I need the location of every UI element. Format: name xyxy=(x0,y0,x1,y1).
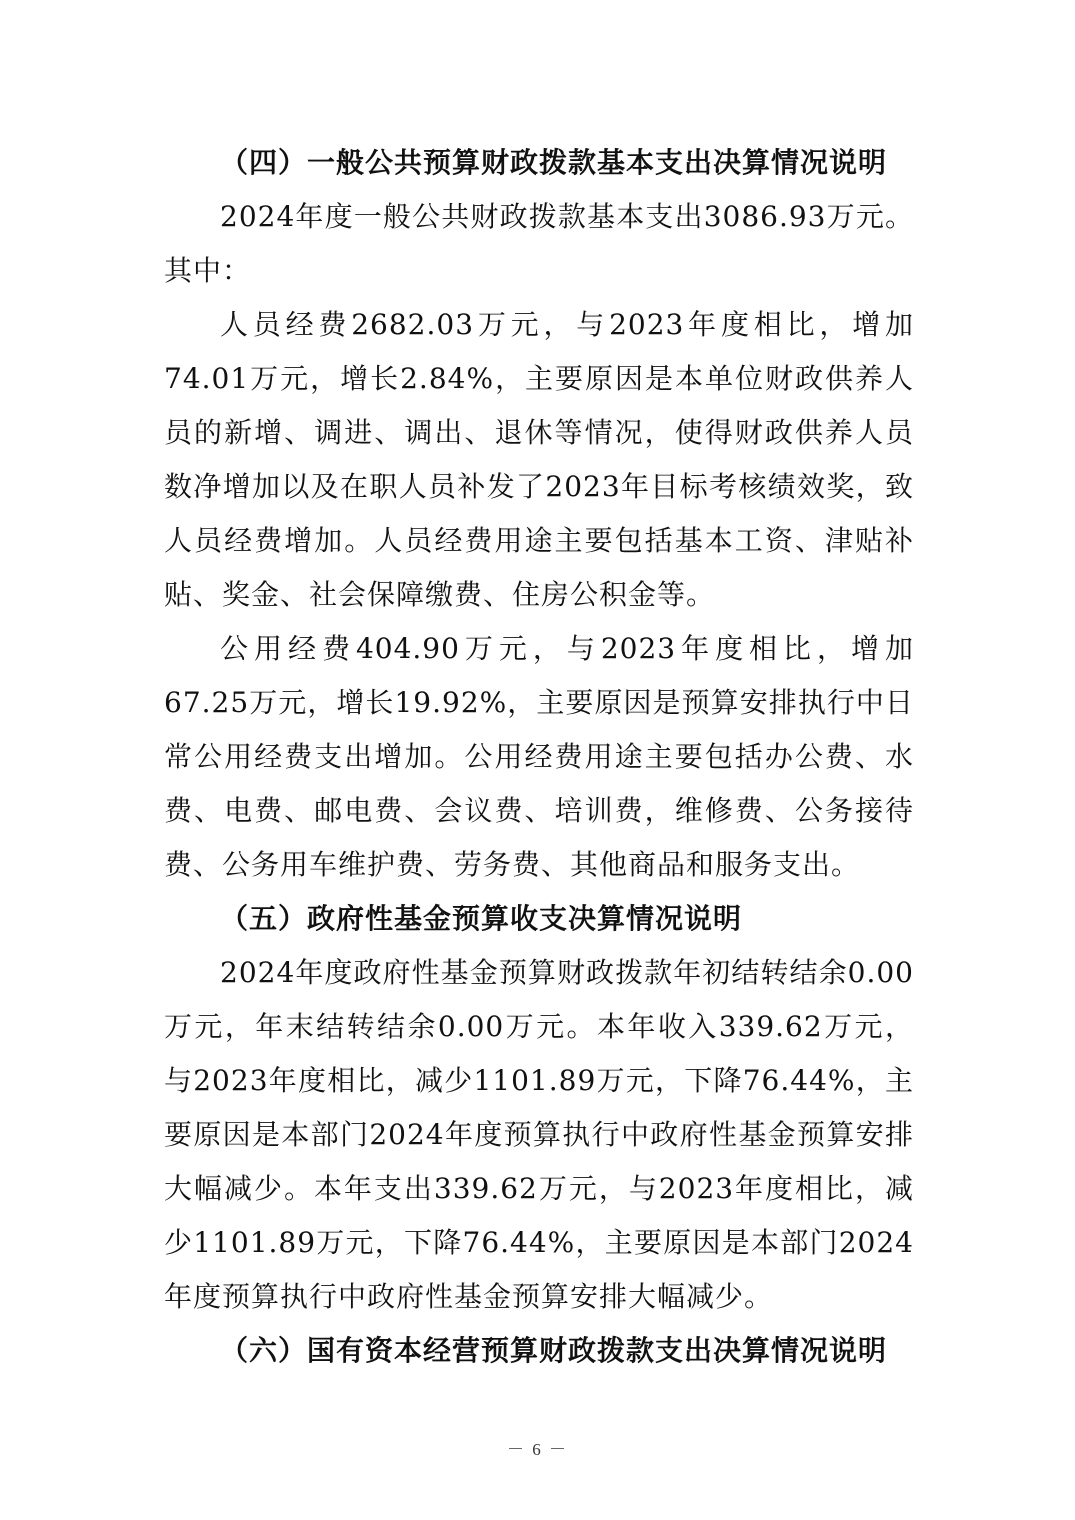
section-4-paragraph-2: 人员经费2682.03万元，与2023年度相比，增加74.01万元，增长2.84%，主要原因是本单位财政供养人员的新增、调进、调出、退休等情况，使得财政供养人员数净增加以及在职人员补发了2023年目标考核绩效奖，致人员经费增加。人员经费用途主要包括基本工资、津贴补贴、奖金、社会保障缴费、住房公积金等。 xyxy=(164,308,914,611)
section-5-paragraph-1: 2024年度政府性基金预算财政拨款年初结转结余0.00万元，年末结转结余0.00万元。本年收入339.62万元，与2023年度相比，减少1101.89万元，下降76.44%，主要原因是本部门2024年度预算执行中政府性基金预算安排大幅减少。本年支出339.62万元，与2023年度相比，减少1101.89万元，下降76.44%，主要原因是本部门2024年度预算执行中政府性基金预算安排大幅减少。 xyxy=(164,956,914,1313)
page-number: － 6 － xyxy=(507,1440,568,1459)
document-body xyxy=(164,136,914,1378)
section-heading-6: （六）国有资本经营预算财政拨款支出决算情况说明 xyxy=(220,1334,888,1367)
section-4-paragraph-1: 2024年度一般公共财政拨款基本支出3086.93万元。其中： xyxy=(164,200,914,287)
section-heading-5: （五）政府性基金预算收支决算情况说明 xyxy=(220,902,743,935)
section-4-paragraph-3: 公用经费404.90万元，与2023年度相比，增加67.25万元，增长19.92%，主要原因是预算安排执行中日常公用经费支出增加。公用经费用途主要包括办公费、水费、电费、邮电费、会议费、培训费，维修费、公务接待费、公务用车维护费、劳务费、其他商品和服务支出。 xyxy=(164,632,914,881)
section-heading-4: （四）一般公共预算财政拨款基本支出决算情况说明 xyxy=(220,146,888,179)
